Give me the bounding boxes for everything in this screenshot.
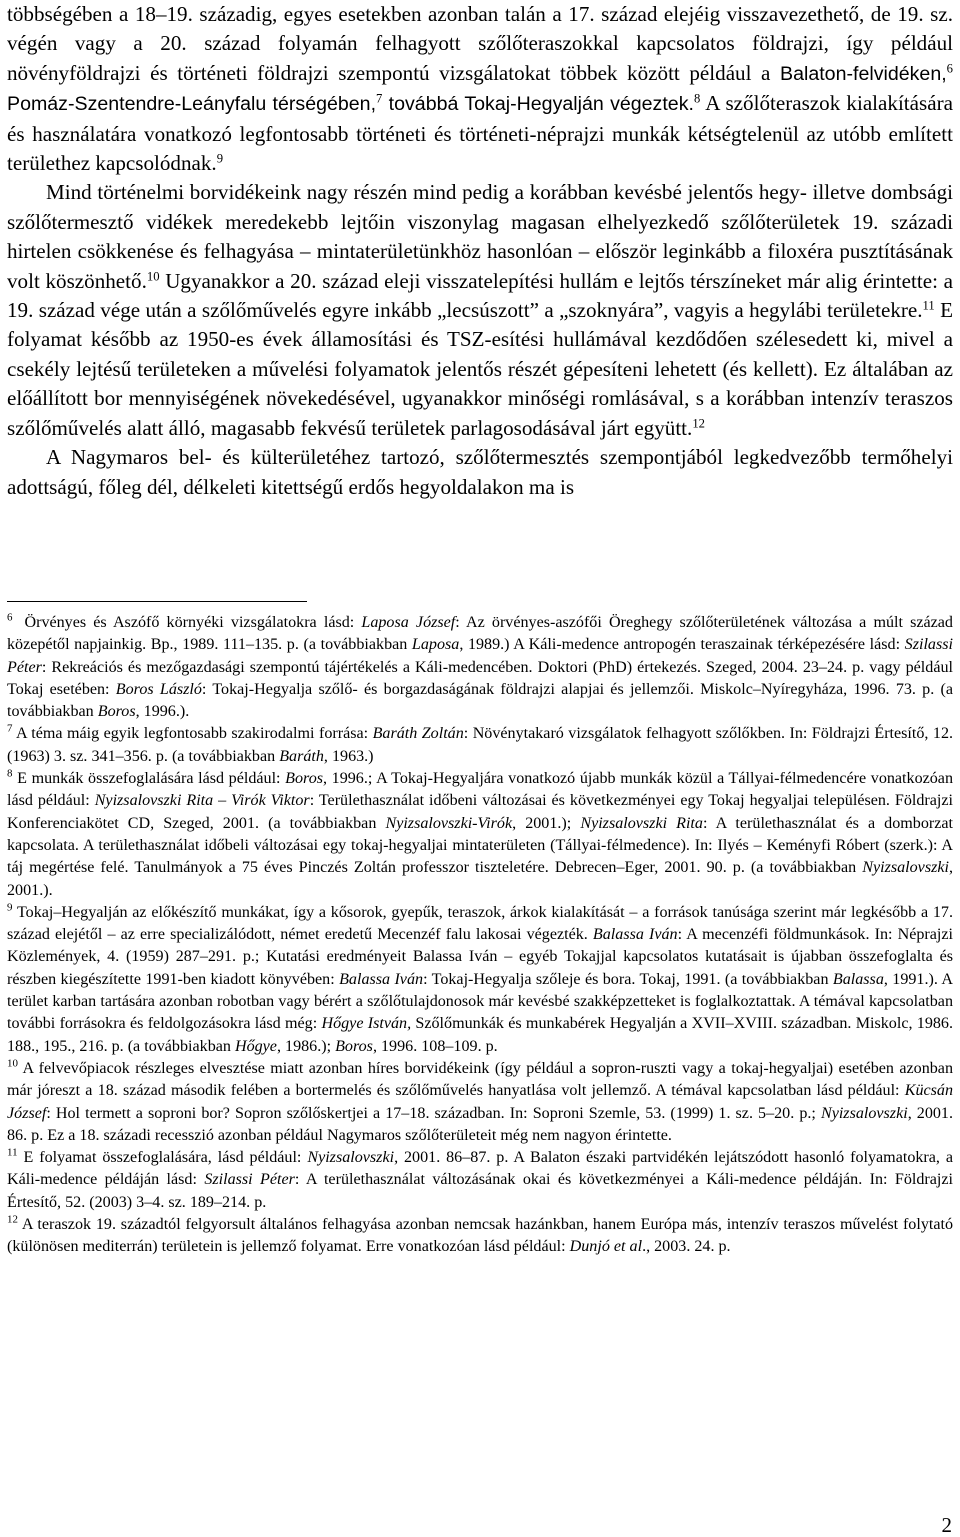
footnote-number: 9 bbox=[7, 901, 13, 914]
footnote-number: 12 bbox=[7, 1213, 18, 1226]
place-name: Balaton-felvidéken, bbox=[780, 62, 947, 85]
paragraph-text: Mind történelmi borvidékeink nagy részén mind pedig a korábban kevésbé jelentős hegy- illetve dombsági szőlőtermesztő vidékek meredekebb lejtőin viszonylag magasan elhelyezkedő szőlőterületek 19. századi hirtelen csökkenése és felhagyása – mintaterületünkhöz hasonlóan – először leginkább a filoxéra pusztításának volt köszönhető. bbox=[7, 180, 953, 293]
footnote-ref-6[interactable]: 6 bbox=[946, 61, 953, 76]
author-name: Nyizsalovszki bbox=[307, 1149, 395, 1167]
place-name: továbbá Tokaj-Hegyalján végeztek. bbox=[382, 93, 694, 116]
author-name: Balassa Iván bbox=[339, 970, 424, 988]
author-name: Boros bbox=[97, 703, 136, 721]
author-name: Baráth Zoltán bbox=[372, 725, 464, 743]
author-name: Nyizsalovszki-Virók bbox=[385, 814, 513, 832]
paragraph-text: többségében a 18–19. századig, egyes esetekben azonban talán a 17. század elejéig visszavezethető, de 19. sz. végén vagy a 20. század folyamán felhagyott szőlőteraszokkal kapcsolatos földrajzi, így például növényföldrajzi és történeti földrajzi szempontú vizsgálatokat többek között például a bbox=[7, 2, 953, 85]
footnote-number: 7 bbox=[7, 722, 13, 735]
author-name: Balassa Iván bbox=[592, 926, 678, 944]
body-paragraph-2 bbox=[7, 178, 953, 443]
author-name: Balassa bbox=[832, 970, 884, 988]
document-page bbox=[7, 0, 953, 1537]
author-name: Hőgye bbox=[234, 1037, 277, 1055]
footnote-number: 10 bbox=[7, 1057, 18, 1070]
author-name: Nyizsalovszki Rita bbox=[580, 814, 703, 832]
footnote-number: 6 bbox=[7, 611, 13, 624]
footnote-ref-10[interactable]: 10 bbox=[146, 269, 160, 284]
page-number: 2 bbox=[941, 1513, 952, 1537]
author-name: Boros bbox=[285, 770, 324, 788]
author-name: Kücsán József bbox=[7, 1082, 953, 1122]
footnote-ref-12[interactable]: 12 bbox=[692, 416, 705, 431]
footnote-11: $^{11}$ E folyamat összefoglalására, lásd például: Nyizsalovszki, 2001. 86–87. p. A Balaton északi partvidékén lejátszódott hasonló folyamatokra, a Káli-medence példáján lásd: Szilassi Péter: A területhasználat változásának okai és következményei a Káli-medence példáján. In: Földrajzi Értesítő, 52. (2003) 3–4. sz. 189–214. p. bbox=[7, 1146, 954, 1211]
place-name: Pomáz-Szentendre-Leányfalu térségében, bbox=[7, 93, 377, 116]
author-name: Nyizsalovszki bbox=[862, 859, 949, 877]
paragraph-text: Ugyanakkor a 20. század eleji visszatelepítési hullám e lejtős térszíneket már alig érintette: a 19. század vége után a szőlőművelés egyre inkább „lecsúszott” a „szoknyára”, vagyis a hegylábi területekre. bbox=[7, 268, 953, 323]
footnote-8: $^8$ E munkák összefoglalására lásd például: Boros, 1996.; A Tokaj-Hegyaljára vonatkozó újabb munkák közül a Tállyai-félmedencére vonatkozóan lásd például: Nyizsalovszki Rita – Virók Viktor: Területhasználat időbeni változásai és következményei egy Tokaj hegyaljai településen. Földrajzi Konferenciakötet CD, Szeged, 2001. (a továbbiakban Nyizsalovszki-Virók, 2001.); Nyizsalovszki Rita: A területhasználat és a domborzat kapcsolata. A területhasználat időbeli változásai egy tokaj-hegyaljai mintaterületen (Tállyai-félmedence). In: Ilyés – Keményfi Róbert (szerk.): A táj megértése felé. Tanulmányok a 75 éves Pinczés Zoltán professzor tiszteletére. Debrecen–Eger, 2001. 90. p. (a továbbiakban Nyizsalovszki, 2001.). bbox=[7, 767, 954, 899]
footnote-separator bbox=[7, 601, 307, 602]
footnote-ref-9[interactable]: 9 bbox=[216, 151, 224, 166]
footnote-9: $^9$ Tokaj–Hegyalján az előkészítő munkákat, így a kősorok, gyepűk, teraszok, árkok kialakítását – a források tanúsága szerint már legkésőbb a 17. század elejétől – az erre specializálódott, német eredetű Mecenzéf falu lakosai végezték. Balassa Iván: A mecenzéfi földmunkások. In: Néprajzi Közlemények, 4. (1959) 287–291. p.; Kutatási eredményeit Balassa Iván – egyéb Tokajjal kapcsolatos kutatásait is újabban összefoglalta és részben kiegészítette 1991-ben kiadott könyvében: Balassa Iván: Tokaj-Hegyalja szőleje és bora. Tokaj, 1991. (a továbbiakban Balassa, 1991.). A terület karban tartására azonban robotban vagy bérért a szőlőtulajdonosok már kevésbé szakképzetteket is foglalkoztattak. A témával kapcsolatban további forrásokra és feldolgozásokra lásd még: Hőgye István, Szőlőmunkák és munkabérek Hegyalján a XVII–XVIII. században. Miskolc, 1986. 188., 195., 216. p. (a továbbiakban Hőgye, 1986.); Boros, 1996. 108–109. p. bbox=[7, 901, 954, 1055]
author-name: Laposa József bbox=[361, 614, 456, 631]
footnote-ref-8[interactable]: 8 bbox=[693, 91, 701, 106]
footnote-10: $^{10}$ A felvevőpiacok részleges elvesztése miatt azonban híres borvidékeink (így például a sopron-ruszti vagy a tokaj-hegyaljai) esetében azonban már jóreszt a 18. század második felében a bortermelés és szőlőművelés hanyatlása volt jellemző. A témával kapcsolatban lásd például: Kücsán József: Hol termett a soproni bor? Sopron szőlőskertjei a 17–18. században. In: Soproni Szemle, 53. (1999) 1. sz. 5–20. p.; Nyizsalovszki, 2001. 86. p. Ez a 18. századi recesszió azonban például Nagymaros szőlőterületeit még nem nagyon érintette. bbox=[7, 1057, 953, 1144]
footnote-12: $^{12}$ A teraszok 19. századtól felgyorsult általános felhagyása azonban nemcsak hazánkban, hanem Európa más, intenzív teraszos művelést folytató (különösen mediterrán) területein is jellemző folyamat. Erre vonatkozóan lásd például: Dunjó et al., 2003. 24. p. bbox=[7, 1213, 953, 1256]
author-name: Boros László bbox=[115, 680, 202, 698]
body-paragraph-1 bbox=[7, 0, 953, 178]
author-name: Nyizsalovszki Rita – Virók Viktor bbox=[94, 792, 310, 810]
footnote-number: 11 bbox=[7, 1146, 18, 1159]
footnote-ref-7[interactable]: 7 bbox=[376, 91, 383, 106]
footnote-ref-11[interactable]: 11 bbox=[922, 298, 935, 313]
footnote-number: 8 bbox=[7, 767, 13, 780]
author-name: Boros bbox=[335, 1037, 373, 1055]
paragraph-text: A szőlőteraszok kialakítására és használatára vonatkozó legfontosabb történeti és történeti-néprajzi munkák kétségtelenül az utóbb említett területhez kapcsolódnak. bbox=[7, 91, 953, 176]
paragraph-text: E folyamat később az 1950-es évek államosítási és TSZ-esítési hullámával kezdődően szélesedett ki, mivel a csekély lejtésű területeken a művelési folyamatok jelentős részét gépesíteni lehetett (és kellett). Ez általában az előállított bor mennyiségének növekedésével, ugyanakkor minőségi romlásával, s a korábban intenzív teraszos szőlőművelés alatt álló, magasabb fekvésű területek parlagosodásával járt együtt. bbox=[7, 298, 953, 440]
author-name: Szilassi Péter bbox=[204, 1171, 295, 1189]
footnote-7: $^7$ A téma máig egyik legfontosabb szakirodalmi forrása: Baráth Zoltán: Növénytakaró vizsgálatok felhagyott szőlőkben. In: Földrajzi Értesítő, 12. (1963) 3. sz. 341–356. p. (a továbbiakban Baráth, 1963.) bbox=[7, 722, 954, 765]
author-name: Hőgye István, bbox=[321, 1015, 412, 1033]
author-name: Dunjó et al bbox=[569, 1238, 643, 1256]
author-name: Szilassi Péter bbox=[7, 636, 953, 676]
footnotes bbox=[7, 612, 953, 1259]
main-text bbox=[7, 0, 953, 502]
author-name: Laposa bbox=[411, 636, 460, 654]
author-name: Nyizsalovszki bbox=[820, 1104, 908, 1122]
footnote-6: $^6$ Örvényes és Aszófő környéki vizsgálatokra lásd: Laposa József: Az örvényes-aszófői Öreghegy szőlőterületének változása a múlt század közepétől napjainkig. Bp., 1989. 111–135. p. (a továbbiakban Laposa, 1989.) A Káli-medence antropogén teraszainak térképezésére lásd: Szilassi Péter: Rekreációs és mezőgazdasági szempontú tájértékelés a Káli-medencében. Doktori (PhD) értekezés. Szeged, 2004. 23–24. p. vagy például Tokaj esetében: Boros László: Tokaj-Hegyalja szőlő- és borgazdaságának földrajzi alapjai és jellemzői. Miskolc–Nyíregyháza, 1996. 73. p. (a továbbiakban Boros, 1996.). bbox=[7, 611, 953, 721]
author-name: Baráth bbox=[279, 747, 324, 765]
body-paragraph-3: A Nagymaros bel- és külterületéhez tartozó, szőlőtermesztés szempontjából legkedvezőbb termőhelyi adottságú, főleg dél, délkeleti kitettségű erdős hegyoldalakon ma is bbox=[7, 445, 953, 499]
